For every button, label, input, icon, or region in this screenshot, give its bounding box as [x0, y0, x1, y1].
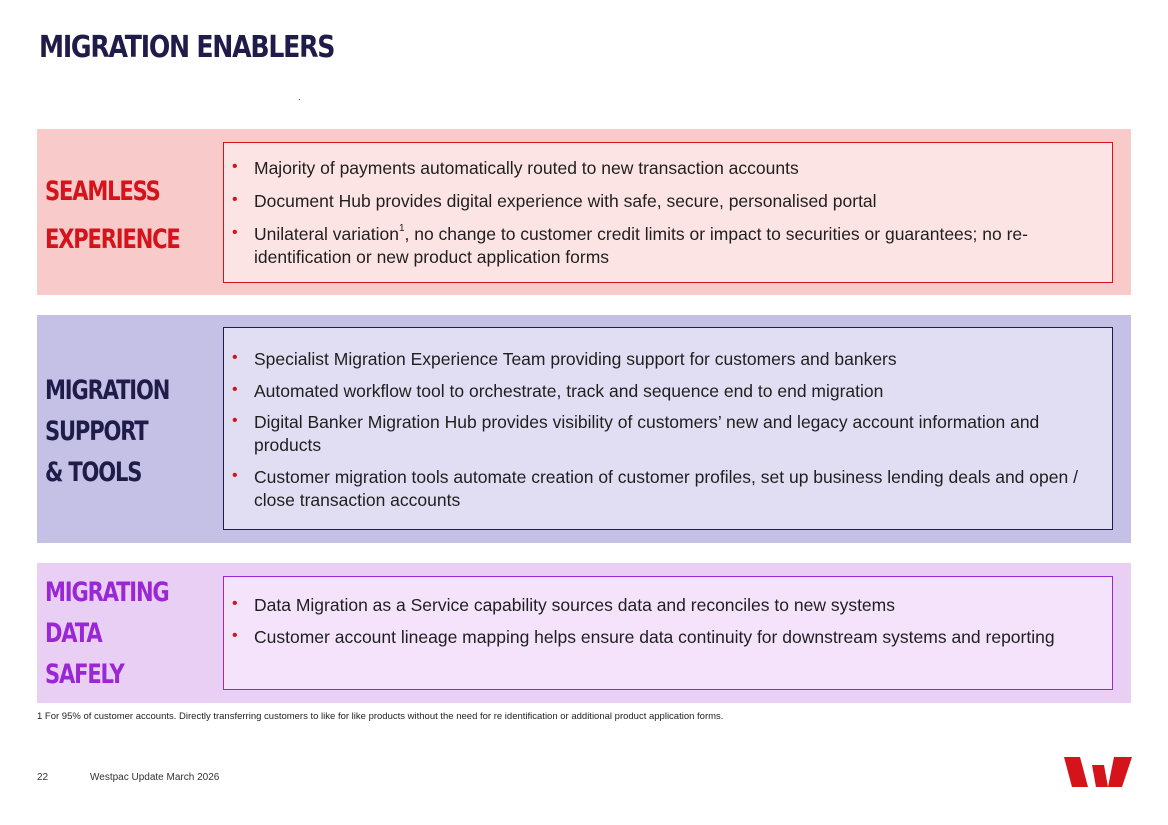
bullet-item — [232, 223, 1104, 269]
section-seamless-experience — [37, 129, 1131, 295]
bullet-text: , no change to customer credit limits or impact to securities or guarantees; no re-identification or new product application forms — [254, 224, 1028, 267]
bullet-text: Document Hub provides digital experience with safe, secure, personalised portal — [254, 191, 877, 211]
page-title: MIGRATION ENABLERS — [39, 30, 335, 65]
westpac-w-logo-icon — [1064, 757, 1132, 787]
bullet-text: Data Migration as a Service capability sources data and reconciles to new systems — [254, 595, 895, 615]
section-label-line: EXPERIENCE — [45, 224, 180, 255]
section-label — [45, 370, 169, 493]
section-label-line: MIGRATING — [45, 577, 169, 608]
bullet-item — [232, 190, 1104, 213]
section-label-line: SUPPORT — [45, 416, 148, 447]
bullet-item — [232, 411, 1104, 457]
bullet-box — [223, 576, 1113, 690]
bullet-text: Automated workflow tool to orchestrate, track and sequence end to end migration — [254, 380, 884, 401]
footnote: 1 For 95% of customer accounts. Directly transferring customers to like for like products without the need for re identification or additional product application forms. — [37, 711, 724, 722]
section-label — [45, 572, 169, 695]
section-label-line: MIGRATION — [45, 375, 170, 406]
bullet-list — [232, 157, 1104, 269]
bullet-item — [232, 626, 1104, 649]
section-migration-support-tools — [37, 315, 1131, 543]
bullet-text: Unilateral variation — [254, 224, 399, 244]
section-label-line: & TOOLS — [45, 457, 142, 488]
bullet-item — [232, 380, 1104, 403]
bullet-box — [223, 327, 1113, 530]
bullet-list — [232, 594, 1104, 649]
section-label-line: SAFELY — [45, 659, 124, 690]
section-migrating-data-safely — [37, 563, 1131, 703]
bullet-text: Digital Banker Migration Hub provides visibility of customers’ new and legacy account information and products — [254, 412, 1040, 455]
bullet-box — [223, 142, 1113, 283]
decorative-dot — [299, 99, 300, 100]
bullet-text: Specialist Migration Experience Team providing support for customers and bankers — [254, 349, 897, 369]
section-label — [45, 168, 180, 264]
bullet-text: Customer account lineage mapping helps ensure data continuity for downstream systems and reporting — [254, 627, 1055, 647]
footer-title: Westpac Update March 2026 — [90, 772, 220, 783]
bullet-text: Customer migration tools automate creation of customer profiles, set up business lending deals and open / close transaction accounts — [254, 466, 1078, 510]
bullet-list — [232, 348, 1104, 512]
section-label-line: DATA — [45, 618, 102, 649]
bullet-item — [232, 594, 1104, 617]
bullet-item — [232, 466, 1104, 512]
footnote-marker: 1 — [398, 223, 405, 234]
section-label-line: SEAMLESS — [45, 176, 160, 207]
bullet-item — [232, 157, 1104, 180]
bullet-text: Majority of payments automatically routed to new transaction accounts — [254, 158, 799, 178]
bullet-item — [232, 348, 1104, 371]
page-number: 22 — [37, 772, 49, 783]
